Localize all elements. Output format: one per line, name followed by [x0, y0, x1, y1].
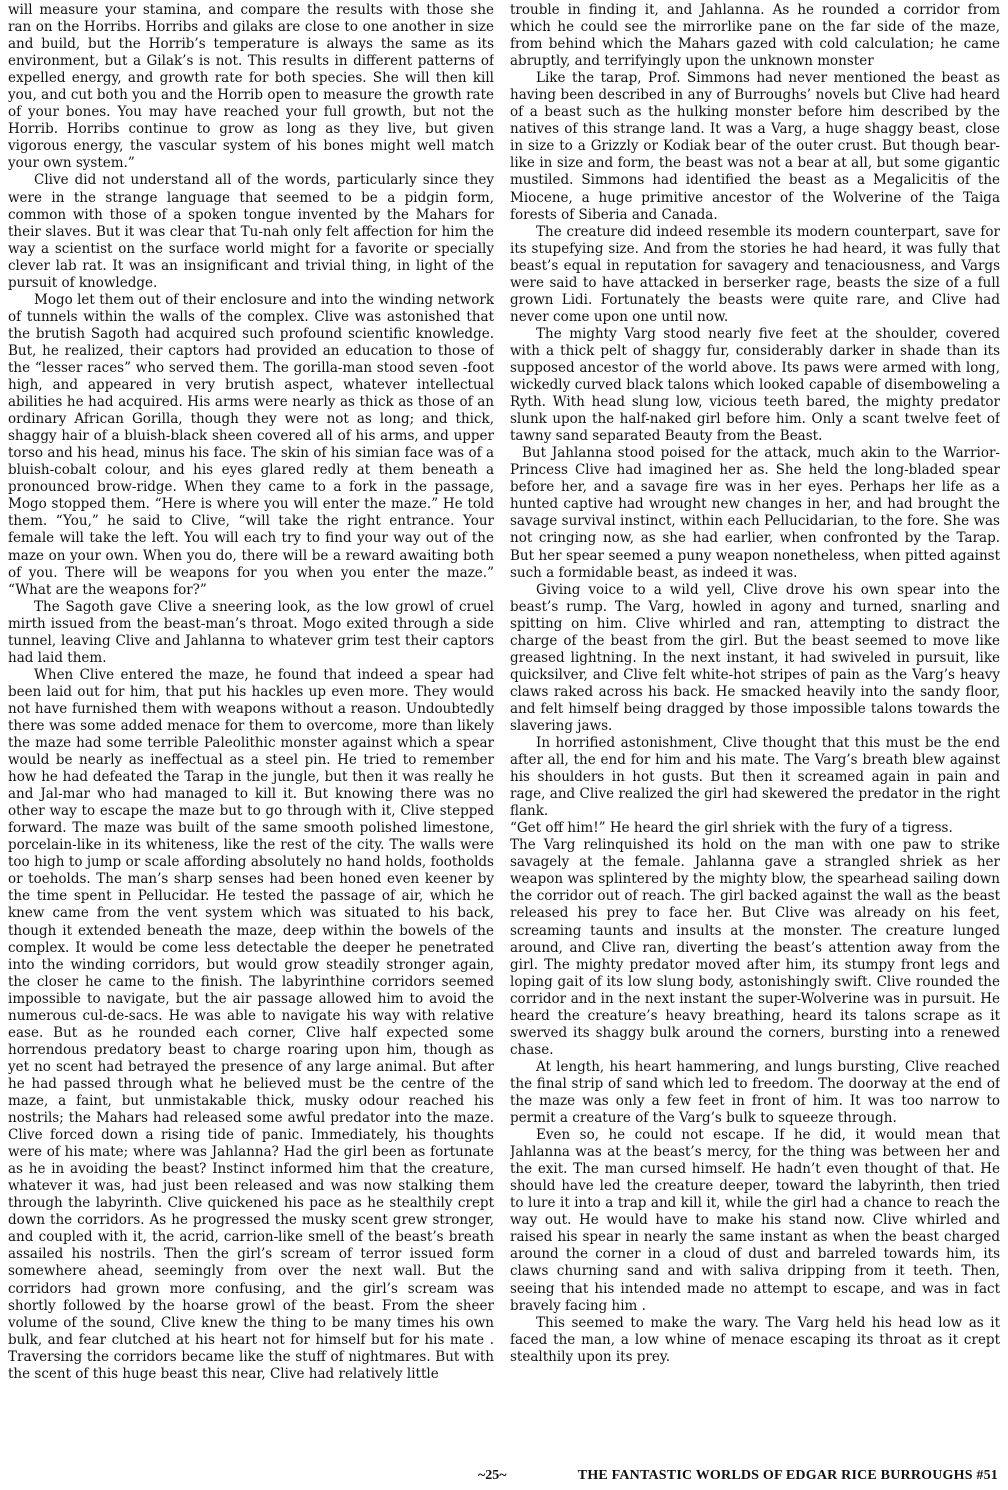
right-column [510, 2, 1000, 1456]
paragraph: will measure your stamina, and compare the results with those she ran on the Horribs. Horribs and gilaks are close to one another in size and build, but the Horrib’s temperature is always the same as its environment, but a Gilak’s is not. This results in different patterns of expelled energy, and growth rate for both species. She will then kill you, and cut both you and the Horrib open to measure the growth rate of your bones. You may have reached your full growth, but not the Horrib. Horribs continue to grow as long as they live, but given vigorous energy, the vascular system of his bones might well match your own system.” [8, 2, 494, 172]
paragraph: This seemed to make the wary. The Varg held his head low as it faced the man, a low whine of menace escaping its throat as it crept stealthily upon its prey. [510, 1314, 1000, 1365]
left-column [8, 2, 494, 1456]
paragraph: The creature did indeed resemble its modern counterpart, save for its stupefying size. And from the stories he had heard, it was fully that beast’s equal in reputation for savagery and tenaciousness, and Vargs were said to have attacked in berserker rage, beasts the size of a full grown Lidi. Fortunately the beasts were quite rare, and Clive had never come upon one until now. [510, 223, 1000, 325]
paragraph: But Jahlanna stood poised for the attack, much akin to the Warrior-Princess Clive had imagined her as. She held the long-bladed spear before her, and a savage fire was in her eyes. Perhaps her life as a hunted captive had wrought new changes in her, and had brought the savage survival instinct, within each Pellucidarian, to the fore. She was not cringing now, as she had earlier, when confronted by the Tarap. But her spear seemed a puny weapon nonetheless, when pitted against such a formidable beast, as indeed it was. [510, 445, 1000, 581]
page-number: ~25~ [478, 1468, 507, 1483]
paragraph: At length, his heart hammering, and lungs bursting, Clive reached the final strip of sand which led to freedom. The doorway at the end of the maze was only a few feet in front of him. It was too narrow to permit a creature of the Varg’s bulk to squeeze through. [510, 1058, 1000, 1127]
paragraph: Like the tarap, Prof. Simmons had never mentioned the beast as having been described in any of Burroughs’ novels but Clive had heard of a beast such as the hulking monster before him described by the natives of this strange land. It was a Varg, a huge shaggy beast, close in size to a Grizzly or Kodiak bear of the outer crust. But though bear-like in size and form, the beast was not a bear at all, but some gigantic mustiled. Simmons had identified the beast as a Megalicitis of the Miocene, a huge primitive ancestor of the Wolverine of the Taiga forests of Siberia and Canada. [510, 70, 1000, 223]
paragraph: The Sagoth gave Clive a sneering look, as the low growl of cruel mirth issued from the beast-man’s throat. Mogo exited through a side tunnel, leaving Clive and Jahlanna to whatever grim test their captors had laid them. [8, 598, 494, 666]
paragraph: trouble in finding it, and Jahlanna. As he rounded a corridor from which he could see the mirrorlike pane on the far side of the maze, from behind which the Mahars gazed with cold calculation; he came abruptly, and terrifyingly upon the unknown monster [510, 2, 1000, 70]
paragraph: The Varg relinquished its hold on the man with one paw to strike savagely at the female. Jahlanna gave a strangled shriek as her weapon was splintered by the mighty blow, the spearhead sailing down the corridor out of reach. The girl backed against the wall as the beast released his prey to face her. But Clive was already on his feet, screaming taunts and insults at the monster. The creature lunged around, and Clive ran, diverting the beast’s attention away from the girl. The mighty predator moved after him, its stumpy front legs and loping gait of its low slung body, astonishingly swift. Clive rounded the corridor and in the next instant the super-Wolverine was in pursuit. He heard the creature’s heavy breathing, heard its talons scrape as it swerved its shaggy bulk around the corners, bursting into a renewed chase. [510, 837, 1000, 1058]
paragraph: The mighty Varg stood nearly five feet at the shoulder, covered with a thick pelt of shaggy fur, considerably darker in shade than its supposed ancestor of the world above. Its paws were armed with long, wickedly curved black talons which looked capable of disemboweling a Ryth. With head slung low, vicious teeth bared, the mighty predator slunk upon the half-naked girl before him. Only a scant twelve feet of tawny sand separated Beauty from the Beast. [510, 325, 1000, 445]
publication-title: THE FANTASTIC WORLDS OF EDGAR RICE BURROUGHS #51 [577, 1468, 998, 1483]
paragraph: Mogo let them out of their enclosure and into the winding network of tunnels within the walls of the complex. Clive was astonished that the brutish Sagoth had acquired such profound scientific knowledge. But, he realized, their captors had provided an education to those of the “lesser races” who served them. The gorilla-man stood seven -foot high, and appeared in very brutish aspect, whatever intellectual abilities he had acquired. His arms were nearly as thick as those of an ordinary African Gorilla, though they were not as long; and thick, shaggy hair of a bluish-black sheen covered all of his arms, and upper torso and his head, minus his face. The skin of his simian face was of a bluish-cobalt colour, and his eyes glared redly at them beneath a pronounced brow-ridge. When they came to a fork in the passage, Mogo stopped them. “Here is where you will enter the maze.” He told them. “You,” he said to Clive, “will take the right entrance. Your female will take the left. You will each try to find your way out of the maze on your own. When you do, there will be a reward awaiting both of you. There will be weapons for you when you enter the maze.” “What are the weapons for?” [8, 291, 494, 598]
paragraph: Giving voice to a wild yell, Clive drove his own spear into the beast’s rump. The Varg, howled in agony and turned, snarling and spitting on him. Clive whirled and ran, attempting to distract the charge of the beast from the girl. But the beast seemed to move like greased lightning. In the next instant, it had swiveled in pursuit, like quicksilver, and Clive felt white-hot stripes of pain as the Varg’s heavy claws raked across his back. He smacked heavily into the sandy floor, and felt himself being dragged by those impossible talons towards the slavering jaws. [510, 581, 1000, 734]
paragraph: Clive did not understand all of the words, particularly since they were in the strange language that seemed to be a pidgin form, common with those of a spoken tongue invented by the Mahars for their slaves. But it was clear that Tu-nah only felt affection for him the way a scientist on the surface world might for a favorite or specially clever lab rat. It was an insignificant and trivial thing, in light of the pursuit of knowledge. [8, 172, 494, 291]
paragraph: “Get off him!” He heard the girl shriek with the fury of a tigress. [510, 820, 953, 837]
paragraph: In horrified astonishment, Clive thought that this must be the end after all, the end for him and his mate. The Varg’s breath blew against his shoulders in hot gusts. But then it screamed again in pain and rage, and Clive realized the girl had skewered the predator in the right flank. [510, 735, 1000, 820]
paragraph: Even so, he could not escape. If he did, it would mean that Jahlanna was at the beast’s mercy, for the thing was between her and the exit. The man cursed himself. He hadn’t even thought of that. He should have led the creature deeper, toward the labyrinth, then tried to lure it into a trap and kill it, while the girl had a chance to reach the way out. He would have to make his stand now. Clive whirled and raised his spear in nearly the same instant as when the beast charged around the corner in a cloud of dust and barreled towards him, its claws churning sand and with saliva dripping from it teeth. Then, seeing that his intended made no attempt to escape, and was in fact bravely facing him . [510, 1127, 1000, 1314]
page-footer [0, 1468, 1000, 1488]
paragraph: When Clive entered the maze, he found that indeed a spear had been laid out for him, that put his hackles up even more. They would not have furnished them with weapons without a reason. Undoubtedly there was some added menace for them to overcome, more than likely the maze had some terrible Paleolithic monster against which a spear would be nearly as ineffectual as a steel pin. He tried to remember how he had defeated the Tarap in the jungle, but then it was really he and Jal-mar who had managed to kill it. But knowing there was no other way to escape the maze but to go through with it, Clive stepped forward. The maze was built of the same smooth polished limestone, porcelain-like in its whiteness, like the rest of the city. The walls were too high to jump or scale affording absolutely no hand holds, footholds or toeholds. The man’s sharp senses had been honed even keener by the time spent in Pellucidar. He tested the passage of air, which he knew came from the vent system which was situated to his back, though it extended beneath the maze, deep within the bowels of the complex. It would be come less detectable the deeper he penetrated into the winding corridors, but would grow steadily stronger again, the closer he came to the finish. The labyrinthine corridors seemed impossible to navigate, but the air passage allowed him to avoid the numerous cul-de-sacs. He was able to navigate his way with relative ease. But as he rounded each corner, Clive half expected some horrendous predatory beast to charge roaring upon him, though as yet no scent had betrayed the presence of any large animal. But after he had passed through what he believed must be the centre of the maze, a faint, but unmistakable thick, musky odour reached his nostrils; the Mahars had released some awful predator into the maze. Clive forced down a rising tide of panic. Immediately, his thoughts were of his mate; where was Jahlanna? Had the girl been as fortunate as he in avoiding the beast? Instinct informed him that the creature, whatever it was, had just been released and was now stalking them through the labyrinth. Clive quickened his pace as he stealthily crept down the corridors. As he progressed the musky scent grew stronger, and coupled with it, the acrid, carrion-like smell of the beast’s breath assailed his nostrils. Then the girl’s scream of terror issued form somewhere ahead, seemingly from over the next wall. But the corridors had grown more confusing, and the girl’s scream was shortly followed by the hoarse growl of the beast. From the sheer volume of the sound, Clive knew the thing to be many times his own bulk, and fear clutched at his heart not for himself but for his mate . Traversing the corridors became like the stuff of nightmares. But with the scent of this huge beast this near, Clive had relatively little [8, 666, 494, 1382]
